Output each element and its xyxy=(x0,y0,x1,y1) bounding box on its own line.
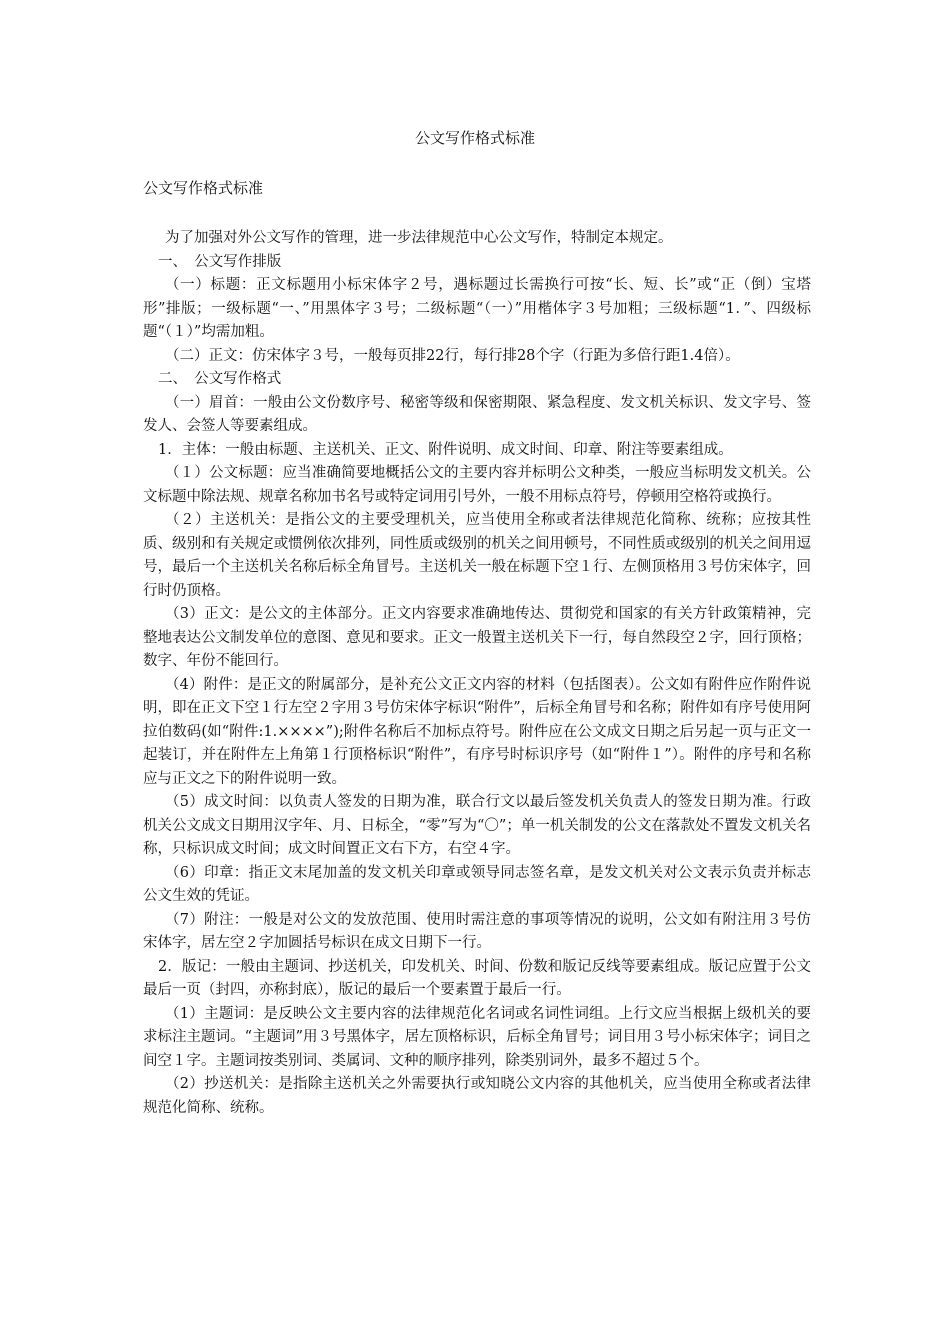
paragraph-title-rules: （一）标题：正文标题用小标宋体字２号，遇标题过长需换行可按“长、短、长”或“正（倒）宝塔形”排版；一级标题“一、”用黑体字３号；二级标题“（一）”用楷体字３号加粗；三级标题“1．”、四级标题“（１）”均需加粗。 xyxy=(143,277,811,340)
document-title: 公文写作格式标准 xyxy=(414,129,535,147)
paragraph-attachment: （4）附件：是正文的附属部分，是补充公文正文内容的材料（包括图表）。公文如有附件应作附件说明，即在正文下空１行左空２字用３号仿宋体字标识“附件”，后标全角冒号和名称；附件如有序号使用阿拉伯数码(如“附件:1.××××”);附件名称后不加标点符号。附件应在公文成文日期之后另起一页与正文一起装订，并在附件左上角第１行顶格标识“附件”，有序号时标识序号（如“附件１”）。附件的序号和名称应与正文之下的附件说明一致。 xyxy=(143,676,811,787)
paragraph-recipient: （２）主送机关：是指公文的主要受理机关，应当使用全称或者法律规范化简称、统称；应按其性质、级别和有关规定或惯例依次排列，同性质或级别的机关之间用顿号，不同性质或级别的机关之间用逗号，最后一个主送机关名称后标全角冒号。主送机关一般在标题下空１行、左侧顶格用３号仿宋体字，回行时仍顶格。 xyxy=(143,512,811,599)
document-body xyxy=(143,227,811,1120)
paragraph-date: （5）成文时间：以负责人签发的日期为准，联合行文以最后签发机关负责人的签发日期为准。行政机关公文成文日期用汉字年、月、日标全，“零”写为“〇”；单一机关制发的公文在落款处不置发文机关名称，只标识成文时间；成文时间置正文右下方，右空４字。 xyxy=(143,794,811,857)
paragraph-subject-words: （1）主题词：是反映公文主要内容的法律规范化名词或名词性词组。上行文应当根据上级机关的要求标注主题词。“主题词”用３号黑体字，居左顶格标识，后标全角冒号；词目用３号小标宋体字；词目之间空１字。主题词按类别词、类属词、文种的顺序排列，除类别词外，最多不超过５个。 xyxy=(143,1005,811,1069)
document-subtitle: 公文写作格式标准 xyxy=(143,179,264,197)
paragraph-text: （3）正文：是公文的主体部分。正文内容要求准确地传达、贯彻党和国家的有关方针政策精神，完整地表达公文制发单位的意图、意见和要求。正文一般置主送机关下一行，每自然段空２字，回行顶格；数字、年份不能回行。 xyxy=(143,606,811,669)
paragraph-body-text-rules: （二）正文：仿宋体字３号，一般每页排22行，每行排28个字（行距为多倍行距1.4倍）。 xyxy=(165,347,740,364)
paragraph-cc: （2）抄送机关：是指除主送机关之外需要执行或知晓公文内容的其他机关，应当使用全称或者法律规范化简称、统称。 xyxy=(143,1076,811,1116)
paragraph-seal: （6）印章：指正文末尾加盖的发文机关印章或领导同志签名章，是发文机关对公文表示负责并标志公文生效的凭证。 xyxy=(143,864,811,904)
heading-section-2: 二、 公文写作格式 xyxy=(158,371,282,387)
paragraph-header-elements: （一）眉首：一般由公文份数序号、秘密等级和保密期限、紧急程度、发文机关标识、发文字号、签发人、会签人等要素组成。 xyxy=(143,394,811,434)
paragraph-note: （7）附注：一般是对公文的发放范围、使用时需注意的事项等情况的说明，公文如有附注用３号仿宋体字，居左空２字加圆括号标识在成文日期下一行。 xyxy=(143,911,811,951)
paragraph-intro: 为了加强对外公文写作的管理，进一步法律规范中心公文写作，特制定本规定。 xyxy=(165,230,673,246)
paragraph-colophon: 2．版记：一般由主题词、抄送机关，印发机关、时间、份数和版记反线等要素组成。版记应置于公文最后一页（封四，亦称封底），版记的最后一个要素置于最后一行。 xyxy=(143,958,811,998)
paragraph-document-title: （１）公文标题：应当准确简要地概括公文的主要内容并标明公文种类，一般应当标明发文机关。公文标题中除法规、规章名称加书名号或特定词用引号外，一般不用标点符号，停顿用空格符或换行。 xyxy=(143,465,811,505)
heading-section-1: 一、 公文写作排版 xyxy=(158,253,282,270)
paragraph-main-body: 1．主体：一般由标题、主送机关、正文、附件说明、成文时间、印章、附注等要素组成。 xyxy=(158,441,733,458)
